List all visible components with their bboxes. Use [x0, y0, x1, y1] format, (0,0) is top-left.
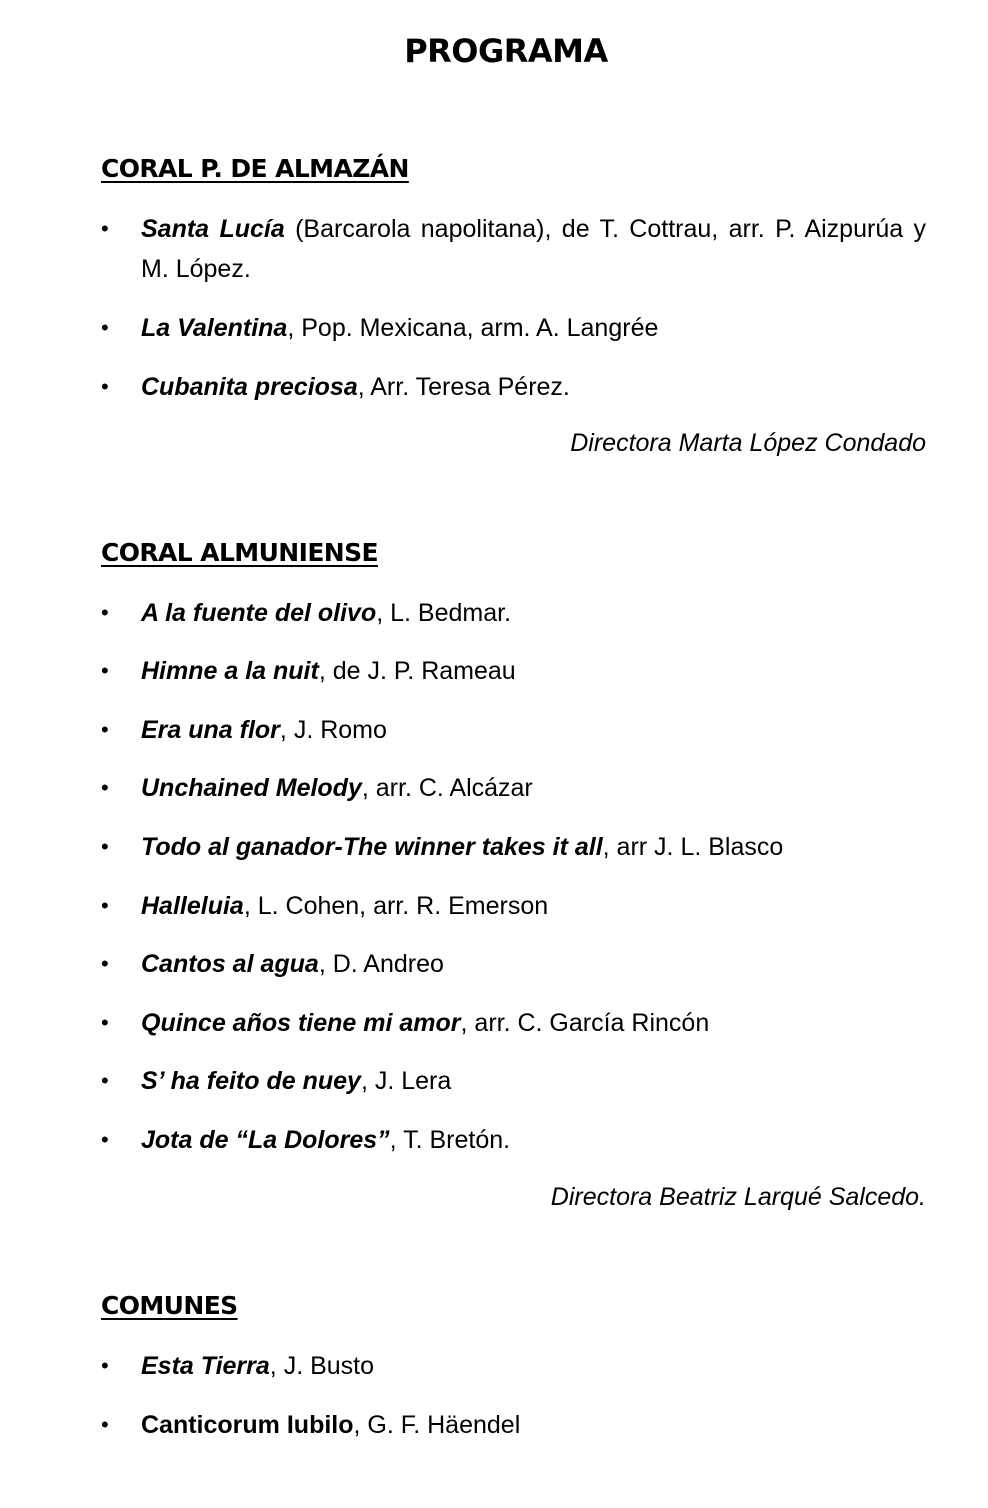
section-heading-coral-almuniense: CORAL ALMUNIENSE	[101, 538, 378, 567]
piece-title: Cubanita preciosa	[141, 373, 358, 401]
bullet-icon: •	[101, 893, 109, 918]
piece-title: La Valentina	[141, 314, 288, 342]
list-item	[101, 1061, 926, 1101]
list-item	[101, 367, 926, 407]
list-item	[101, 1405, 926, 1445]
piece-detail: , arr J. L. Blasco	[602, 833, 784, 861]
piece-title: Unchained Melody	[141, 774, 362, 802]
list-item	[101, 651, 926, 691]
piece-detail: , T. Bretón.	[389, 1126, 511, 1154]
list-item	[101, 768, 926, 808]
bullet-icon: •	[101, 1353, 109, 1378]
piece-title: Todo al ganador-The winner takes it all	[141, 833, 603, 861]
list-item	[101, 886, 926, 926]
piece-detail: , D. Andreo	[318, 950, 444, 978]
bullet-icon: •	[101, 717, 109, 742]
bullet-icon: •	[101, 1010, 109, 1035]
piece-title: Esta Tierra	[141, 1352, 270, 1380]
piece-detail: , J. Romo	[279, 716, 387, 744]
list-item	[101, 944, 926, 984]
bullet-icon: •	[101, 1412, 109, 1437]
bullet-icon: •	[101, 315, 109, 340]
bullet-icon: •	[101, 1068, 109, 1093]
list-item	[101, 827, 926, 867]
piece-title: Cantos al agua	[141, 950, 319, 978]
piece-title: Jota de “La Dolores”	[141, 1126, 390, 1154]
piece-title: A la fuente del olivo	[141, 599, 377, 627]
piece-title: Era una flor	[141, 716, 280, 744]
list-item	[101, 308, 926, 348]
section-heading-coral-almazan: CORAL P. DE ALMAZÁN	[101, 154, 409, 183]
piece-title: Himne a la nuit	[141, 657, 319, 685]
piece-detail: , arr. C. García Rincón	[460, 1009, 710, 1037]
director-credit: Directora Beatriz Larqué Salcedo.	[550, 1183, 926, 1211]
piece-detail: , arr. C. Alcázar	[361, 774, 533, 802]
piece-detail: , J. Busto	[269, 1352, 375, 1380]
bullet-icon: •	[101, 658, 109, 683]
piece-title: S’ ha feito de nuey	[141, 1067, 361, 1095]
piece-title: Canticorum Iubilo	[141, 1411, 354, 1439]
list-item	[101, 710, 926, 750]
piece-detail: , Arr. Teresa Pérez.	[357, 373, 570, 401]
bullet-icon: •	[101, 374, 109, 399]
list-item	[101, 593, 926, 633]
bullet-icon: •	[101, 1127, 109, 1152]
list-item	[101, 1346, 926, 1386]
piece-detail: , L. Bedmar.	[376, 599, 512, 627]
list-item	[101, 1120, 926, 1160]
bullet-icon: •	[101, 951, 109, 976]
piece-title: Halleluia	[141, 892, 244, 920]
page-title: PROGRAMA	[404, 32, 608, 70]
piece-detail: , de J. P. Rameau	[318, 657, 516, 685]
piece-title: Santa Lucía	[141, 215, 285, 243]
section-heading-comunes: COMUNES	[101, 1291, 238, 1320]
piece-detail: , L. Cohen, arr. R. Emerson	[243, 892, 549, 920]
bullet-icon: •	[101, 775, 109, 800]
bullet-icon: •	[101, 600, 109, 625]
list-item	[101, 1003, 926, 1043]
piece-detail: , G. F. Häendel	[353, 1411, 521, 1439]
list-item	[101, 209, 926, 289]
piece-title: Quince años tiene mi amor	[141, 1009, 461, 1037]
bullet-icon: •	[101, 834, 109, 859]
piece-detail: , J. Lera	[360, 1067, 452, 1095]
piece-detail: , Pop. Mexicana, arm. A. Langrée	[287, 314, 659, 342]
bullet-icon: •	[101, 216, 109, 241]
director-credit: Directora Marta López Condado	[570, 429, 926, 457]
piece-detail: (Barcarola napolitana), de T. Cottrau, arr. P. Aizpurúa y M. López.	[141, 215, 926, 283]
